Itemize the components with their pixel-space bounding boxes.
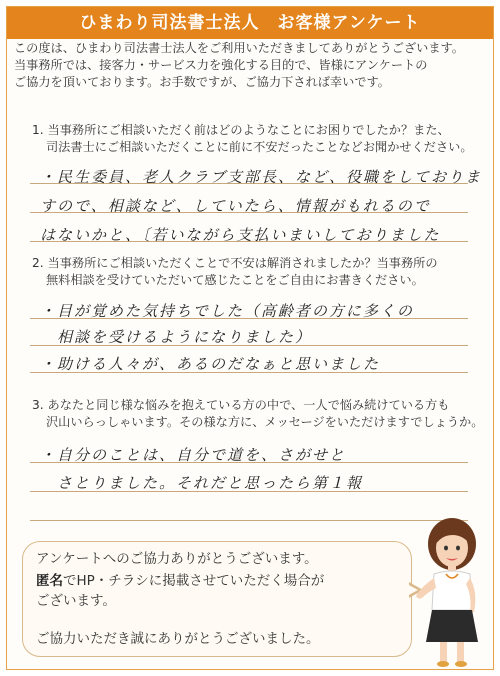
handwritten-answer: 相談を受けるようになりました） (40, 328, 313, 346)
question-3-line: 3. あなたと同じ様な悩みを抱えている方の中で、一人で悩み続けている方も (32, 398, 450, 412)
handwritten-answer: すので、相談など、していたら、情報がもれるので (40, 197, 431, 215)
anonymous-label: 匿名 (36, 573, 63, 589)
staff-illustration (412, 512, 492, 670)
intro-text (14, 40, 474, 91)
handwritten-answer: さとりました。それだと思ったら第１報 (40, 474, 364, 492)
question-1-line: 司法書士にご相談いただくことに前に不安だったことなどお聞かせください。 (46, 140, 473, 154)
question-3-line: 沢山いらっしゃいます。その様な方に、メッセージをいただけますでしょうか。 (46, 415, 484, 429)
question-1-line: 1. 当事務所にご相談いただく前はどのようなことにお困りでしたか？また、 (32, 123, 450, 137)
intro-line: ご協力を頂いております。お手数ですが、ご協力下されば幸いです。 (14, 75, 390, 89)
closing-line: アンケートへのご協力ありがとうございます。 (36, 551, 318, 567)
question-2 (32, 255, 482, 289)
question-3 (32, 397, 482, 431)
intro-line: 当事務所では、接客力・サービス力を強化する目的で、皆様にアンケートの (14, 58, 428, 72)
closing-line: ご協力いただき誠にありがとうございました。 (36, 631, 320, 647)
handwritten-answer: はないかと、〔若いながら支払いまいしておりました (40, 226, 441, 244)
question-1 (32, 122, 482, 156)
question-2-line: 2. 当事務所にご相談いただくことで不安は解消されましたか？当事務所の (32, 256, 438, 270)
handwritten-answer: ・民生委員、老人クラブ支部長、など、役職をしておりま (40, 168, 483, 186)
closing-line: 匿名でHP・チラシに掲載させていただく場合が (36, 573, 325, 589)
intro-line: この度は、ひまわり司法書士法人をご利用いただきましてありがとうございます。 (14, 41, 464, 55)
handwritten-answer: ・助ける人々が、あるのだなぁと思いました (40, 355, 381, 373)
rule-line (30, 520, 468, 521)
closing-line: ございます。 (36, 593, 116, 609)
question-2-line: 無料相談を受けていただいて感じたことをご自由にお書きください。 (46, 273, 424, 287)
page-title: ひまわり司法書士法人 お客様アンケート (7, 7, 493, 39)
handwritten-answer: ・目が覚めた気持ちでした（高齢者の方に多くの (40, 302, 414, 320)
handwritten-answer: ・自分のことは、自分で道を、さがせと (40, 446, 347, 464)
